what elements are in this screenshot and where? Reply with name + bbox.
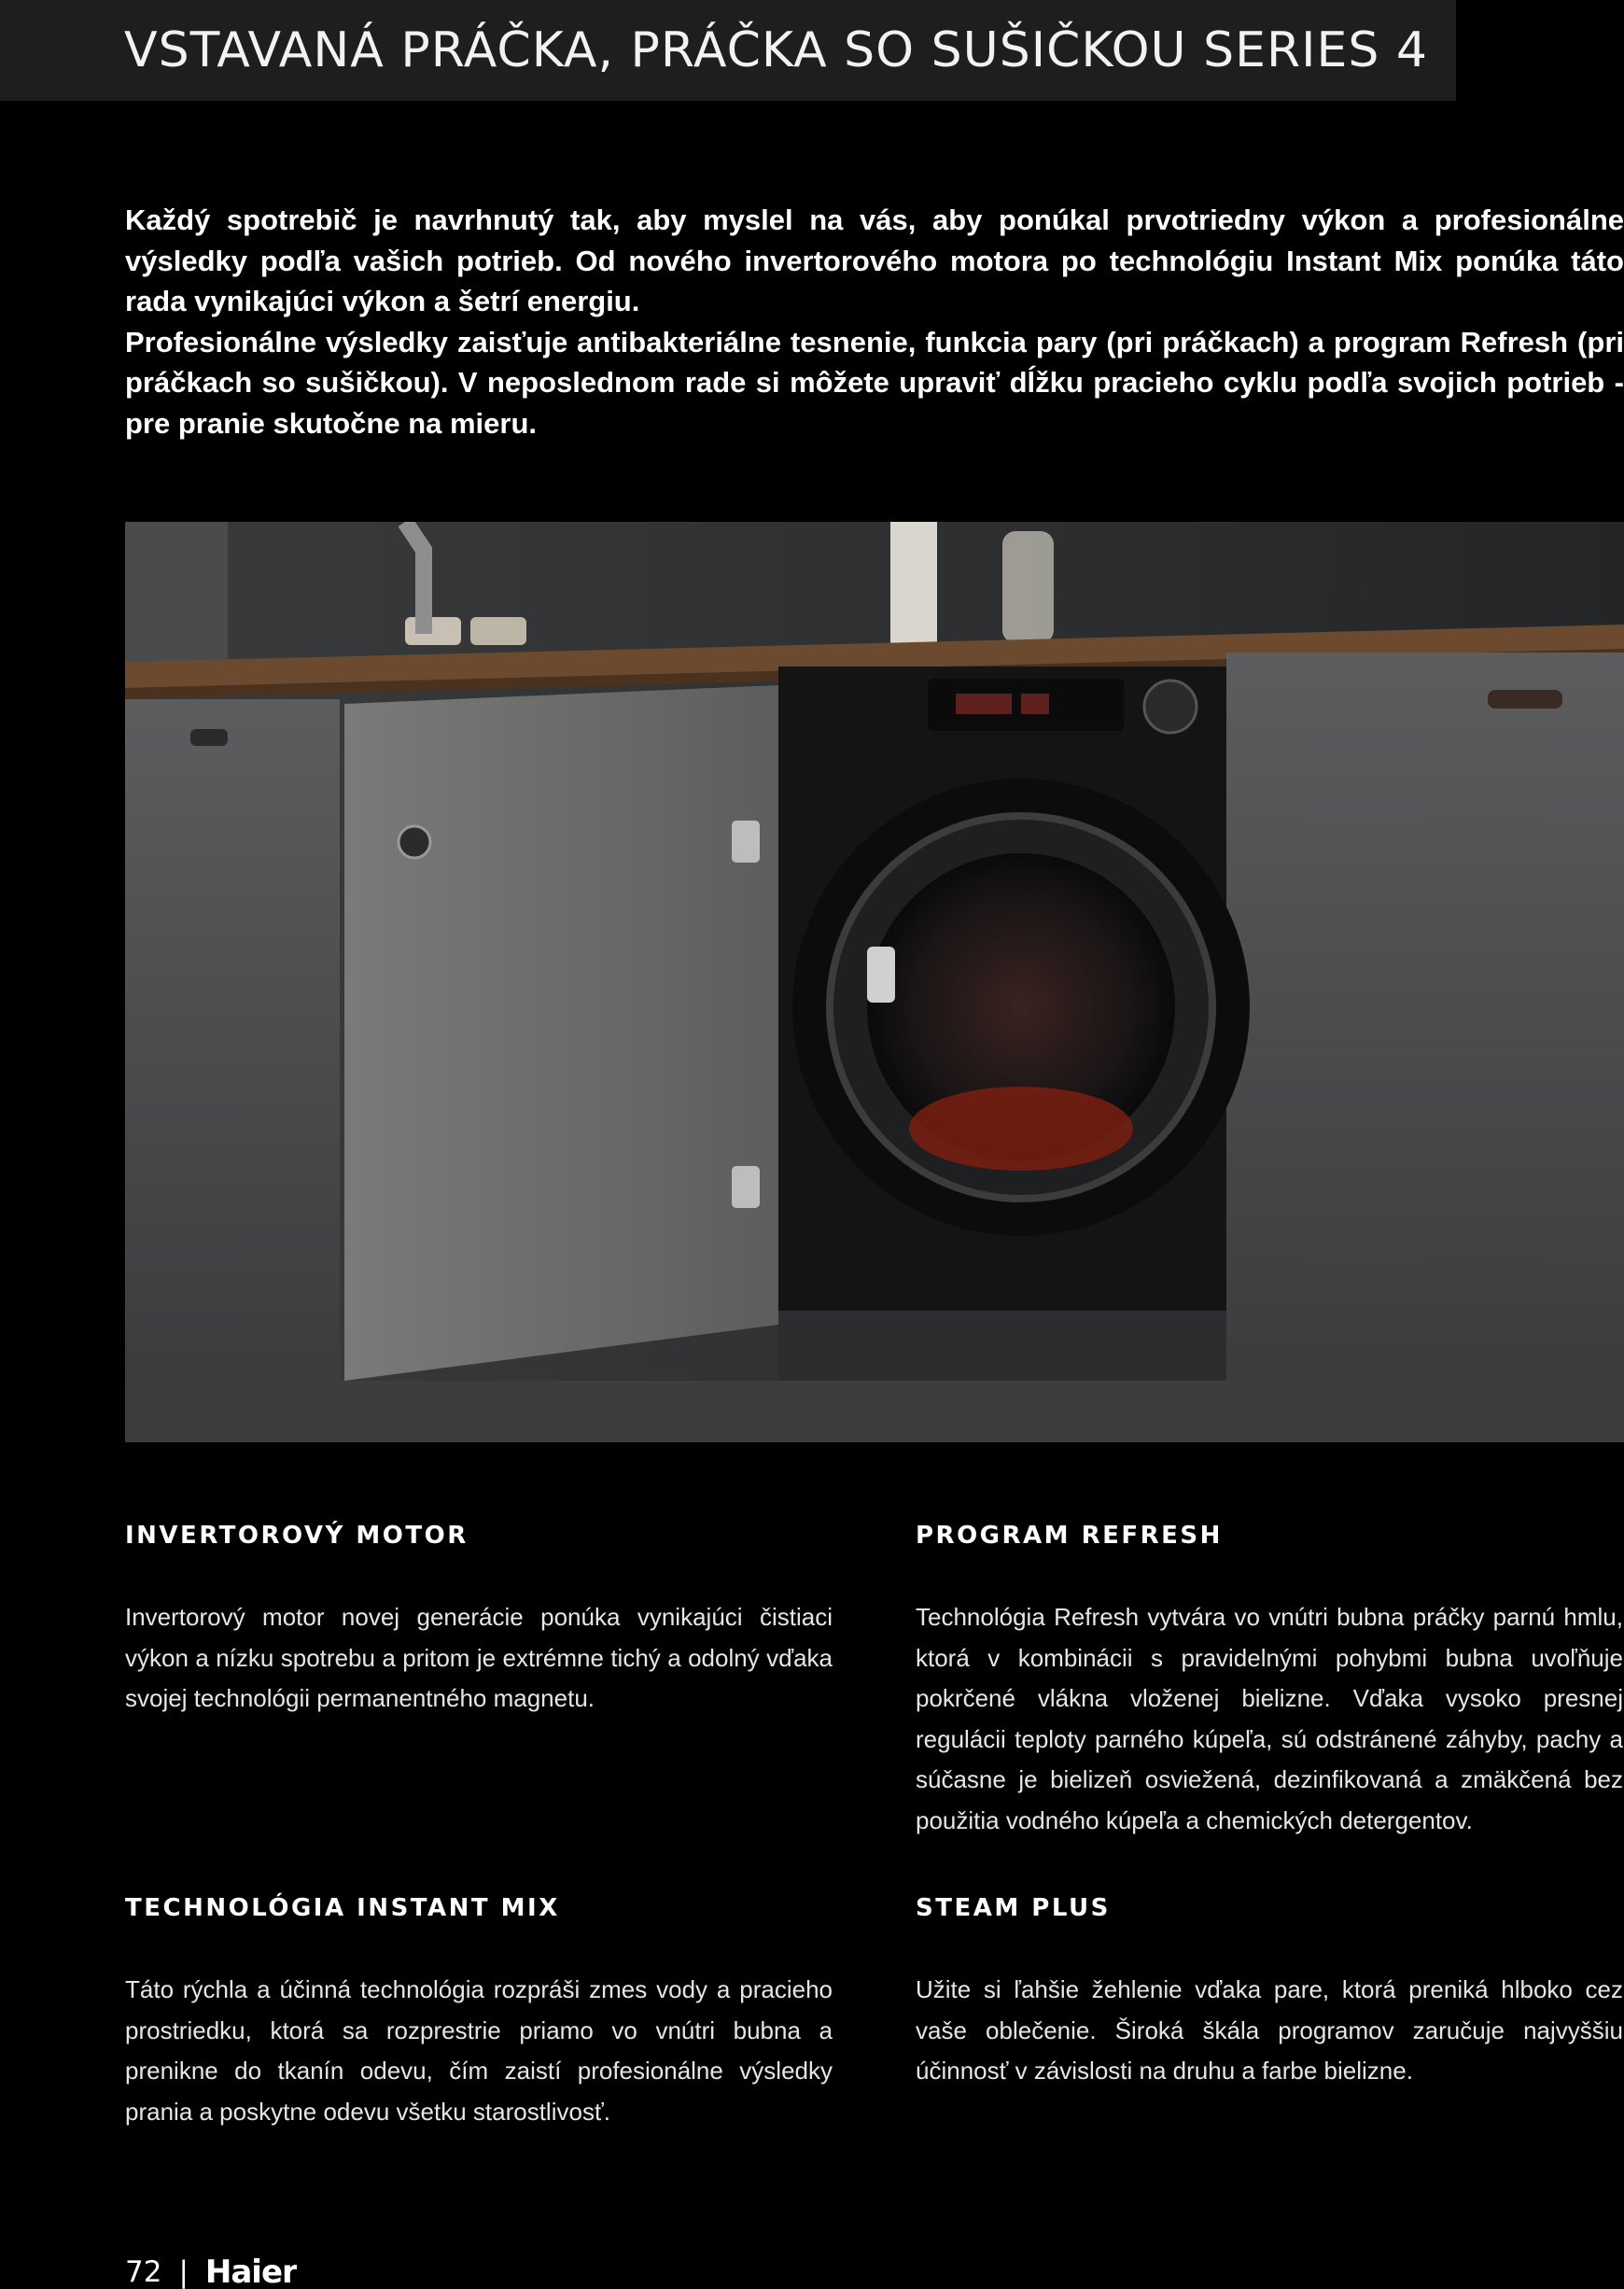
- footer-separator: |: [178, 2255, 189, 2289]
- page-footer: [125, 2255, 297, 2289]
- feature-heading: TECHNOLÓGIA INSTANT MIX: [125, 1894, 560, 1922]
- feature-text: Táto rýchla a účinná technológia rozpráši zmes vody a pracieho prostriedku, ktorá sa rozprestrie priamo vo vnútri bubna a prenikne do tkanín odevu, čím zaistí profesionálne výsledky prania a poskytne odevu všetku starostlivosť.: [125, 1975, 833, 2126]
- intro-paragraph-1: Každý spotrebič je navrhnutý tak, aby myslel na vás, aby ponúkal prvotriedny výkon a profesionálne výsledky podľa vašich potrieb. Od nového invertorového motora po technológiu Instant Mix ponúka táto rada vynikajúci výkon a šetrí energiu.: [125, 204, 1624, 317]
- feature-heading: PROGRAM REFRESH: [916, 1522, 1223, 1550]
- feature-heading: INVERTOROVÝ MOTOR: [125, 1522, 469, 1550]
- feature-text: Technológia Refresh vytvára vo vnútri bubna práčky parnú hmlu, ktorá v kombinácii s pravidelnými pohybmi bubna uvoľňuje pokrčené vlákna vloženej bielizne. Vďaka vysoko presnej regulácii teploty parného kúpeľa, sú odstránené záhyby, pachy a súčasne je bielizeň osviežená, dezinfikovaná a zmäkčená bez použitia vodného kúpeľa a chemických detergentov.: [916, 1603, 1623, 1834]
- intro-text: [125, 200, 1624, 443]
- feature-program-refresh: [916, 1522, 1623, 1842]
- page-number: 72: [125, 2255, 162, 2289]
- feature-heading: STEAM PLUS: [916, 1894, 1111, 1922]
- built-in-washing-machine-illustration: [125, 522, 1624, 1442]
- feature-text: Invertorový motor novej generácie ponúka vynikajúci čistiaci výkon a nízku spotrebu a pritom je extrémne tichý a odolný vďaka svojej technológii permanentného magnetu.: [125, 1603, 833, 1713]
- feature-inverter-motor: [125, 1522, 833, 1720]
- page-title: VSTAVANÁ PRÁČKA, PRÁČKA SO SUŠIČKOU SERIES 4: [124, 22, 1428, 78]
- brand-logo: Haier: [204, 2255, 297, 2289]
- title-bar: [0, 0, 1456, 101]
- feature-instant-mix: [125, 1894, 833, 2132]
- feature-text: Užite si ľahšie žehlenie vďaka pare, ktorá preniká hlboko cez vaše oblečenie. Široká škála programov zaručuje najvyššiu účinnosť v závislosti na druhu a farbe bielizne.: [916, 1975, 1623, 2085]
- feature-steam-plus: [916, 1894, 1623, 2092]
- intro-paragraph-2: Profesionálne výsledky zaisťuje antibakteriálne tesnenie, funkcia pary (pri práčkach) a program Refresh (pri práčkach so sušičkou). V neposlednom rade si môžete upraviť dĺžku pracieho cyklu podľa svojich potrieb - pre pranie skutočne na mieru.: [125, 325, 1624, 440]
- product-photo: [125, 522, 1624, 1442]
